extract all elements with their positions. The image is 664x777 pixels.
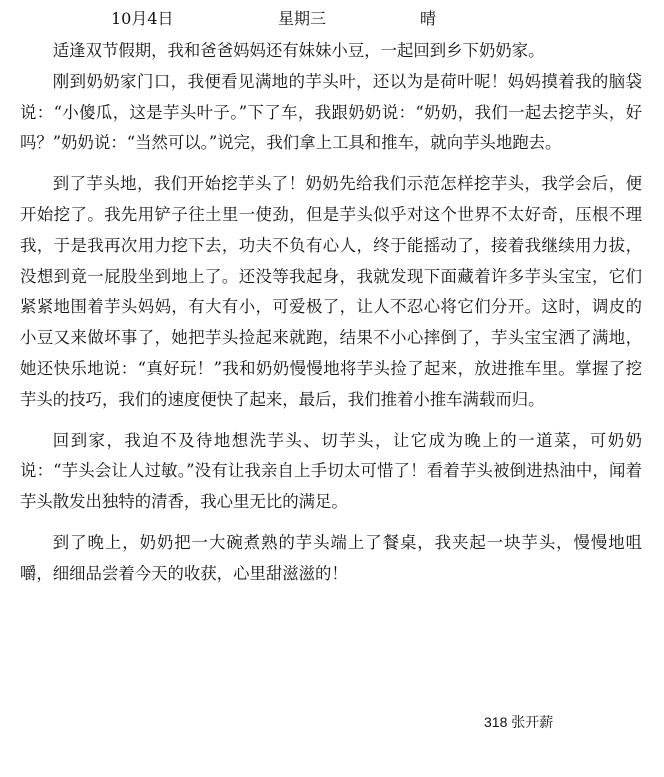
paragraph-home: 回到家，我迫不及待地想洗芋头、切芋头，让它成为晚上的一道菜，可奶奶说：“芋头会让人过敏。”没有让我亲自上手切太可惜了！看着芋头被倒进热油中，闻着芋头散发出独特的清香，我心里无比的满足。 xyxy=(20,430,642,512)
diary-date: 10月4日 xyxy=(111,9,174,28)
author-signature: 318 张开薪 xyxy=(484,714,554,730)
paragraph-intro: 适逢双节假期，我和爸爸妈妈还有妹妹小豆，一起回到乡下奶奶家。 xyxy=(52,41,545,60)
paragraph-digging: 到了芋头地，我们开始挖芋头了！奶奶先给我们示范怎样挖芋头，我学会后，便开始挖了。我先用铲子往土里一使劲，但是芋头似乎对这个世界不太好奇，压根不理我，于是我再次用力挖下去，功夫不负有心人，终于能摇动了，接着我继续用力拔，没想到竟一屁股坐到地上了。还没等我起身，我就发现下面藏着许多芋头宝宝，它们紧紧地围着芋头妈妈，有大有小，可爱极了，让人不忍心将它们分开。这时，调皮的小豆又来做坏事了，她把芋头捡起来就跑，结果不小心摔倒了，芋头宝宝洒了满地，她还快乐地说：“真好玩！”我和奶奶慢慢地将芋头捡了起来，放进推车里。掌握了挖芋头的技巧，我们的速度便快了起来，最后，我们推着小推车满载而归。 xyxy=(20,174,642,409)
diary-body xyxy=(20,36,642,590)
diary-header xyxy=(0,6,664,30)
diary-weather: 晴 xyxy=(420,9,437,28)
diary-weekday: 星期三 xyxy=(278,9,327,28)
paragraph-arrival: 刚到奶奶家门口，我便看见满地的芋头叶，还以为是荷叶呢！妈妈摸着我的脑袋说：“小傻瓜，这是芋头叶子。”下了车，我跟奶奶说：“奶奶，我们一起去挖芋头，好吗？”奶奶说：“当然可以。”说完，我们拿上工具和推车，就向芋头地跑去。 xyxy=(20,71,642,153)
paragraph-dinner: 到了晚上，奶奶把一大碗煮熟的芋头端上了餐桌，我夹起一块芋头，慢慢地咀嚼，细细品尝着今天的收获，心里甜滋滋的！ xyxy=(20,532,642,583)
